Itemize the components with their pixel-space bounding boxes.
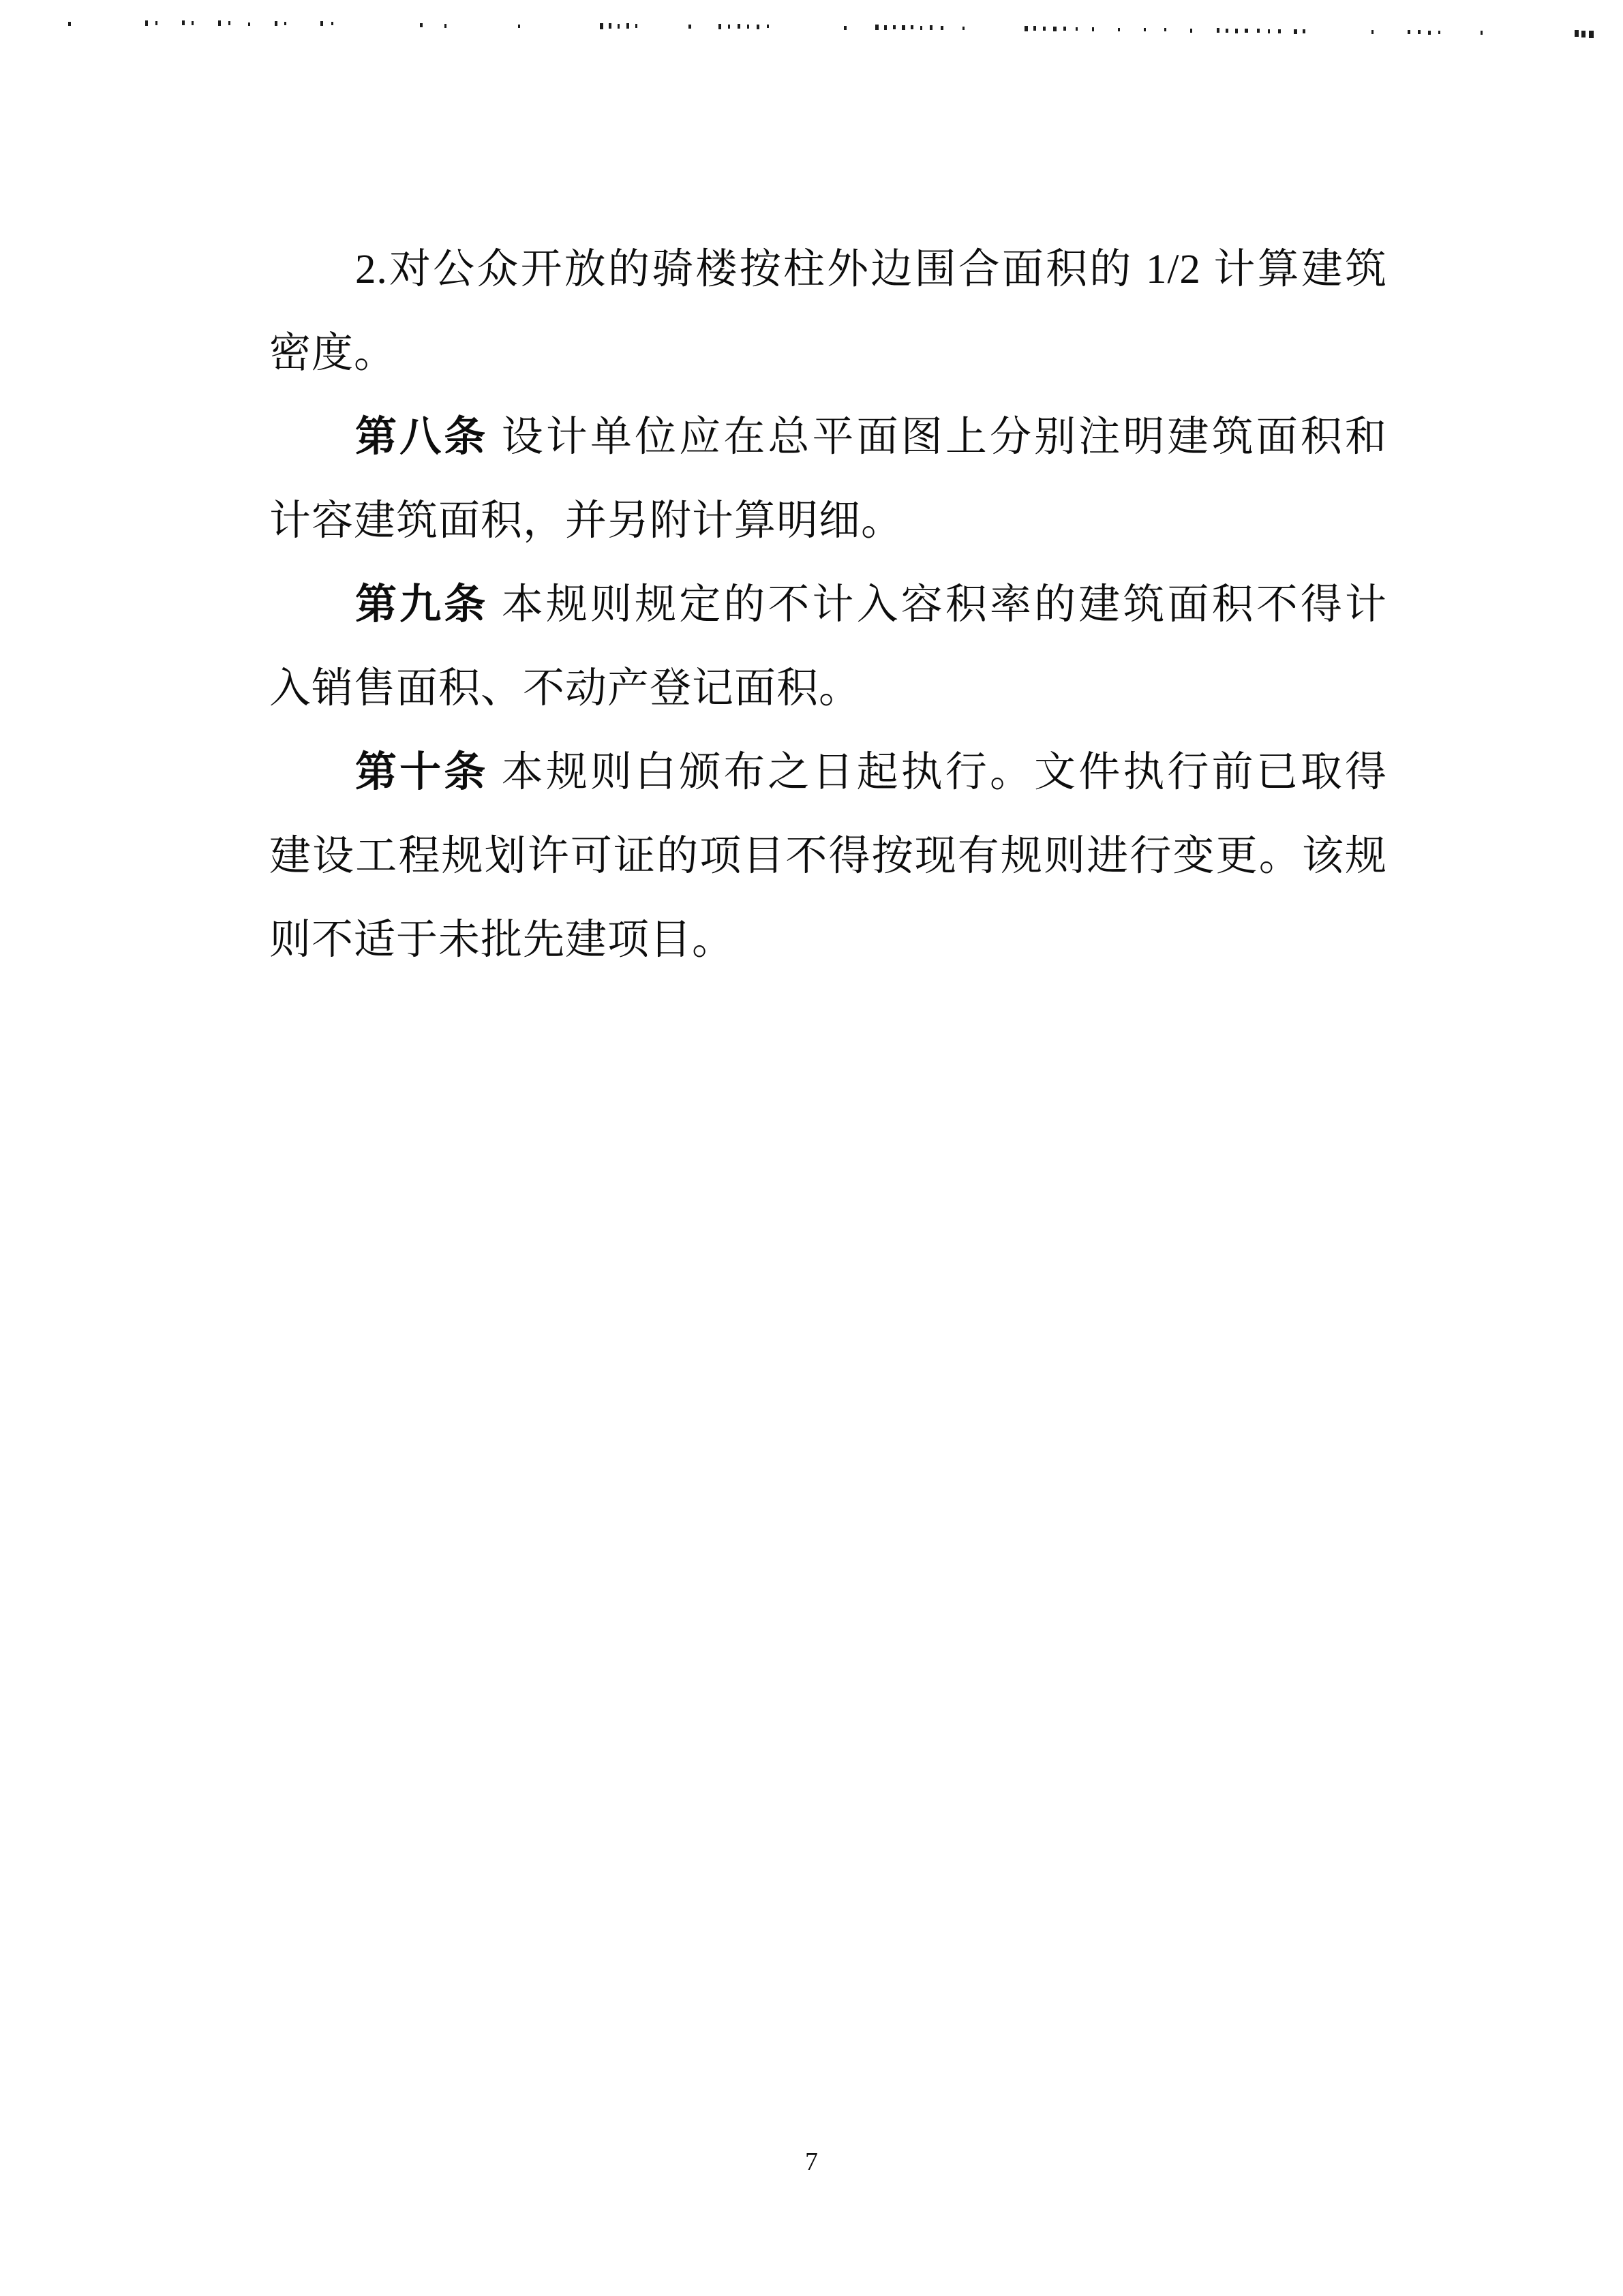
scan-speck (284, 22, 286, 25)
scan-speck (1043, 27, 1046, 31)
document-line (269, 563, 1387, 647)
scan-speck (1245, 29, 1248, 33)
scan-speck (688, 25, 691, 29)
scan-speck (747, 25, 749, 29)
scan-speck (1226, 29, 1228, 33)
scan-speck (1418, 30, 1421, 34)
line-text: 设计单位应在总平面图上分别注明建筑面积和 (488, 414, 1387, 460)
scan-speck (1063, 27, 1066, 31)
scan-speck (738, 24, 740, 29)
scan-speck (618, 24, 620, 29)
scan-speck (635, 24, 637, 28)
scan-speck (1053, 27, 1057, 31)
line-text: 则不适于未批先建项目。 (269, 917, 735, 963)
scan-speck (1428, 31, 1431, 35)
scan-speck (1438, 31, 1440, 34)
scan-speck (1257, 29, 1260, 33)
scan-speck (911, 25, 913, 29)
scan-speck (1033, 26, 1036, 31)
scan-speck (962, 27, 965, 30)
line-text: 密度。 (269, 331, 397, 376)
document-line (269, 479, 1387, 563)
scan-speck (1581, 31, 1586, 37)
scan-speck (145, 20, 148, 26)
scan-speck (182, 20, 185, 25)
scan-speck (767, 25, 769, 28)
scan-speck (757, 25, 759, 29)
scan-speck (609, 23, 611, 29)
scan-speck (248, 22, 250, 26)
article-number: 第九条 (355, 582, 489, 628)
scan-speck (1481, 31, 1483, 35)
document-line (269, 898, 1387, 982)
document-line (269, 814, 1387, 898)
line-text: 2.对公众开放的骑楼按柱外边围合面积的 1/2 计算建筑 (355, 247, 1387, 292)
scan-speck (1589, 31, 1594, 38)
document-line (269, 395, 1387, 479)
document-line (269, 647, 1387, 731)
line-text: 入销售面积、不动产登记面积。 (269, 666, 862, 711)
scan-speck (844, 26, 847, 30)
scan-speck (941, 26, 943, 30)
scan-speck (320, 21, 323, 26)
scan-speck (930, 25, 932, 30)
page-number: 7 (805, 2147, 818, 2176)
scan-speck (444, 24, 446, 28)
scan-speck (600, 23, 603, 29)
document-line (269, 731, 1387, 814)
scan-speck (420, 23, 423, 27)
scan-speck (884, 25, 887, 30)
scan-speck (902, 25, 905, 30)
line-text: 本规则白颁布之日起执行。文件执行前已取得 (488, 750, 1387, 795)
scan-speck (1408, 30, 1410, 34)
line-text: 计容建筑面积，并另附计算明细。 (269, 498, 904, 544)
scan-speck (893, 25, 896, 29)
scan-speck (1278, 29, 1281, 33)
scan-speck (1268, 29, 1270, 33)
article-number: 第十条 (355, 750, 489, 795)
document-lines (269, 228, 1387, 982)
article-number: 第八条 (355, 414, 489, 460)
document-line (269, 311, 1387, 395)
scan-speck (920, 26, 922, 30)
scan-speck (1235, 29, 1238, 33)
scan-speck (1217, 28, 1219, 33)
scan-speck (1294, 29, 1297, 34)
scan-speck (875, 25, 879, 30)
scan-speck (228, 21, 230, 25)
scan-speck (1164, 28, 1166, 31)
scan-speck (728, 25, 730, 29)
scan-speck (1076, 27, 1078, 31)
line-text: 建设工程规划许可证的项目不得按现有规则进行变更。该规 (269, 833, 1387, 879)
scan-speck (1190, 29, 1192, 33)
scan-speck (626, 23, 629, 29)
scan-speck (1303, 29, 1305, 33)
scan-speck (192, 21, 194, 25)
scan-speck (1092, 27, 1094, 31)
scan-speck (1025, 26, 1028, 31)
scan-speck (718, 24, 721, 29)
scan-speck (1371, 30, 1374, 34)
line-text: 本规则规定的不计入容积率的建筑面积不得计 (488, 582, 1387, 628)
scan-speck (218, 20, 221, 26)
document-line (269, 228, 1387, 311)
scan-speck (1575, 30, 1579, 37)
scan-speck (518, 25, 520, 28)
scan-speck (155, 21, 157, 25)
scan-speck (1118, 28, 1120, 31)
scan-speck (331, 22, 333, 25)
scan-speck (1144, 28, 1146, 31)
scan-speck (68, 22, 71, 26)
scan-speck (275, 21, 277, 26)
